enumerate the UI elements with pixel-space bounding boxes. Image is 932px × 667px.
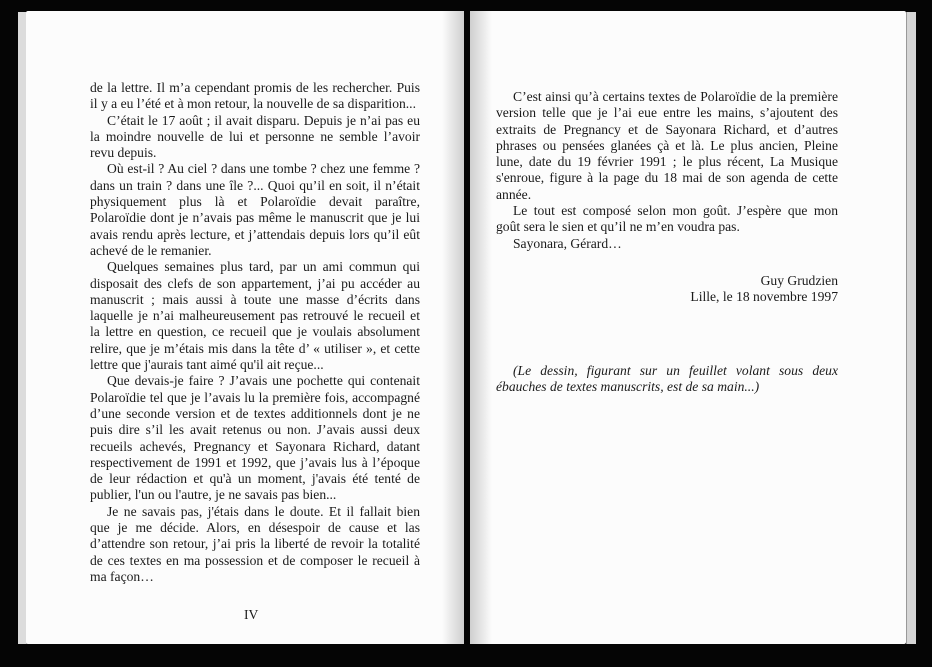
paragraph: Le tout est composé selon mon goût. J’espère que mon goût sera le sien et qu’il ne m’en voudra pas. xyxy=(496,203,838,235)
left-page-body xyxy=(90,80,420,585)
right-page-body xyxy=(496,89,838,395)
note-text: (Le dessin, figurant sur un feuillet volant sous deux ébauches de textes manuscrits, est de sa main...) xyxy=(496,362,838,394)
italic-note xyxy=(496,363,838,396)
paragraph: Quelques semaines plus tard, par un ami commun qui disposait des clefs de son appartement, j’ai pu accéder au manuscrit ; mais aussi à toute une masse d’écrits dans laquelle je n’ai malheureusement pas retrouvé le recueil et la lettre en question, ce recueil que je voulais absolument relire, que je m’étais mis dans la tête d’ « utiliser », et cette lettre que j'aurais tant aimé qu'il ait reçue... xyxy=(90,259,420,373)
paragraph: Où est-il ? Au ciel ? dans une tombe ? chez une femme ? dans un train ? dans une île ?... Quoi qu’il en soit, il n’était physiquement plus là et Polaroïdie devait paraître, Polaroïdie dont je n’avais pas même le manuscrit que je lui avais rendu après lecture, et j’attendais depuis lors qu’il eût achevé de le remanier. xyxy=(90,161,420,258)
signature: Guy Grudzien xyxy=(760,272,838,288)
signature-block xyxy=(496,273,838,306)
paragraph: C’est ainsi qu’à certains textes de Polaroïdie de la première version telle que je l’ai eue entre les mains, s’ajoutent des extraits de Pregnancy et de Sayonara Richard, et d’autres phrases ou pensées glanées çà et là. Le plus ancien, Pleine lune, date du 19 février 1991 ; le plus récent, La Musique s'enroue, figure à la page du 18 mai de son agenda de cette année. xyxy=(496,89,838,202)
page-number: IV xyxy=(244,607,259,622)
paragraph: C’était le 17 août ; il avait disparu. Depuis je n’ai pas eu la moindre nouvelle de lui et personne ne semble l’avoir revu depuis. xyxy=(90,112,420,161)
paragraph: de la lettre. Il m’a cependant promis de les rechercher. Puis il y a eu l’été et à mon retour, la nouvelle de sa disparition... xyxy=(90,80,420,112)
paragraph: Sayonara, Gérard… xyxy=(513,235,622,251)
right-page xyxy=(470,11,906,644)
right-page-edges xyxy=(906,12,916,644)
left-page xyxy=(26,11,464,644)
right-gutter-shadow xyxy=(470,11,492,644)
paragraph: Que devais-je faire ? J’avais une pochette qui contenait Polaroïdie tel que je l’avais lu la première fois, accompagné d’une seconde version et de textes additionnels dont je ne puis dire s’il les avait retenus ou non. J’avais aussi deux recueils achevés, Pregnancy et Sayonara Richard, datant respectivement de 1991 et 1992, que j’avais lus à l’époque de leur rédaction et qu'à un moment, j'avais été tenté de publier, l'un ou l'autre, je ne savais pas bien... xyxy=(90,373,420,503)
left-gutter-shadow xyxy=(442,11,464,644)
paragraph: Je ne savais pas, j'étais dans le doute. Et il fallait bien que je me décide. Alors, en désespoir de cause et las d’attendre son retour, j’ai pris la liberté de revoir la totalité de ces textes en ma possession et de composer le recueil à ma façon… xyxy=(90,503,420,584)
place-date: Lille, le 18 novembre 1997 xyxy=(690,289,838,305)
